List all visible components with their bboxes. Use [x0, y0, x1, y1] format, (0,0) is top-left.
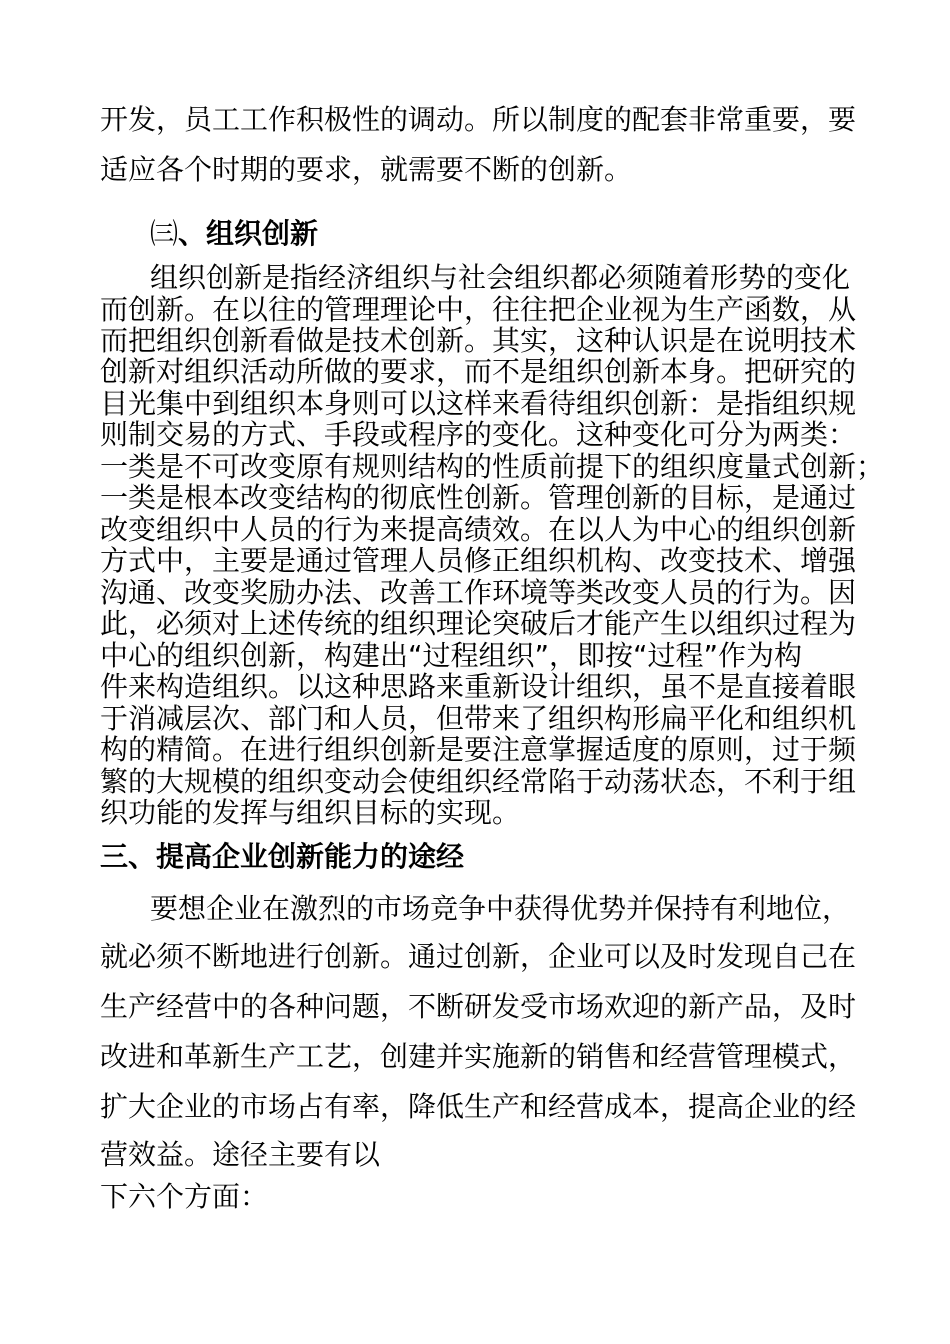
subheading-text: 、组织创新	[178, 217, 319, 250]
body-text-line: 下六个方面：	[100, 1180, 269, 1213]
body-text-line: 组织创新是指经济组织与社会组织都必须随着形势的变化	[150, 261, 851, 294]
subheading-marker: ㈢	[150, 217, 179, 250]
body-text-line: 一类是不可改变原有规则结构的性质前提下的组织度量式创新；	[100, 450, 885, 483]
body-text-line: 一类是根本改变结构的彻底性创新。管理创新的目标，是通过	[100, 481, 857, 514]
body-text-line: 开发，员工工作积极性的调动。所以制度的配套非常重要，要	[100, 103, 857, 136]
body-text-line: 沟通、改变奖励办法、改善工作环境等类改变人员的行为。因	[100, 576, 857, 609]
body-text-line: 创新对组织活动所做的要求，而不是组织创新本身。把研究的	[100, 355, 857, 388]
body-text-line: 方式中，主要是通过管理人员修正组织机构、改变技术、增强	[100, 544, 857, 577]
body-text-line: 要想企业在激烈的市场竞争中获得优势并保持有利地位，	[150, 892, 851, 925]
section-heading: 三、提高企业创新能力的途经	[100, 840, 465, 873]
body-text-line: 繁的大规模的组织变动会使组织经常陷于动荡状态，不利于组	[100, 765, 857, 798]
body-text-line: 构的精简。在进行组织创新是要注意掌握适度的原则，过于频	[100, 733, 857, 766]
body-text-line: 适应各个时期的要求，就需要不断的创新。	[100, 153, 633, 186]
body-text-line: 营效益。途径主要有以	[100, 1138, 381, 1171]
body-text-line: 织功能的发挥与组织目标的实现。	[100, 796, 521, 829]
body-text-line: 改变组织中人员的行为来提高绩效。在以人为中心的组织创新	[100, 513, 857, 546]
body-text-line: 于消减层次、部门和人员，但带来了组织构形扁平化和组织机	[100, 702, 857, 735]
body-text-line: 则制交易的方式、手段或程序的变化。这种变化可分为两类：	[100, 418, 857, 451]
body-text-line: 生产经营中的各种问题，不断研发受市场欢迎的新产品，及时	[100, 990, 857, 1023]
subheading-organization-innovation	[150, 217, 319, 250]
body-text-line: 目光集中到组织本身则可以这样来看待组织创新：是指组织规	[100, 387, 857, 420]
body-text-line: 而创新。在以往的管理理论中，往往把企业视为生产函数，从	[100, 293, 857, 326]
body-text-line: 改进和革新生产工艺，创建并实施新的销售和经营管理模式，	[100, 1040, 857, 1073]
body-text-line: 扩大企业的市场占有率，降低生产和经营成本，提高企业的经	[100, 1090, 857, 1123]
body-text-line: 此，必须对上述传统的组织理论突破后才能产生以组织过程为	[100, 607, 857, 640]
body-text-line: 件来构造组织。以这种思路来重新设计组织，虽不是直接着眼	[100, 670, 857, 703]
body-text-line: 而把组织创新看做是技术创新。其实，这种认识是在说明技术	[100, 324, 857, 357]
body-text-line: 中心的组织创新，构建出“过程组织”，即按“过程”作为构	[100, 639, 803, 672]
body-text-line: 就必须不断地进行创新。通过创新，企业可以及时发现自己在	[100, 940, 857, 973]
